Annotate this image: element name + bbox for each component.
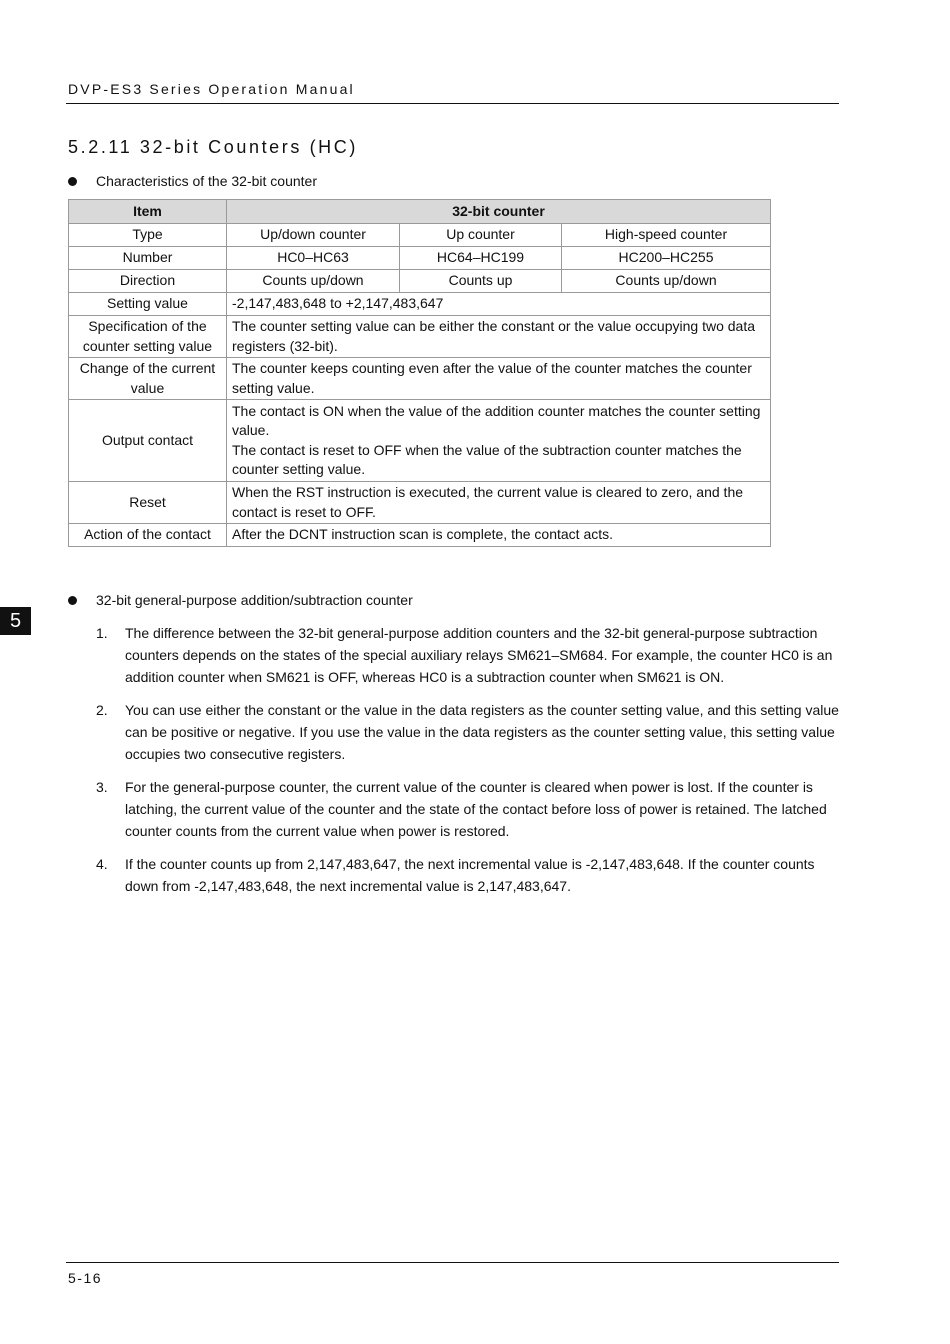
running-header: DVP-ES3 Series Operation Manual: [68, 81, 355, 97]
row-label: Reset: [69, 482, 227, 524]
list-number: 1.: [96, 625, 108, 641]
bullet-dot-icon: [68, 596, 77, 605]
table-cell: Counts up/down: [227, 270, 400, 293]
row-label: Setting value: [69, 293, 227, 316]
output-text-off: The contact is reset to OFF when the value of the subtraction counter matches the counter setting value.: [232, 441, 742, 477]
header-rule: [66, 103, 839, 104]
table-cell: The counter keeps counting even after the value of the counter matches the counter setting value.: [227, 358, 771, 400]
output-text-on: The contact is ON when the value of the addition counter matches the counter setting value.: [232, 402, 761, 438]
row-label: Action of the contact: [69, 524, 227, 547]
table-cell: HC200–HC255: [562, 247, 771, 270]
table-header-row: [69, 200, 771, 224]
bullet-dot-icon: [68, 177, 77, 186]
list-item: [96, 776, 844, 842]
table-cell: -2,147,483,648 to +2,147,483,647: [227, 293, 771, 316]
header-32bit-counter: 32-bit counter: [227, 200, 771, 224]
table-row-type: [69, 224, 771, 247]
table-cell: HC0–HC63: [227, 247, 400, 270]
table-cell: Counts up: [400, 270, 562, 293]
row-label: Type: [69, 224, 227, 247]
list-text: For the general-purpose counter, the current value of the counter is cleared when power is lost. If the counter is latching, the current value of the counter and the state of the contact before loss of power is retained. The latched counter counts from the current value when power is restored.: [125, 779, 827, 839]
table-row-specification: [69, 316, 771, 358]
counter-spec-table: [68, 199, 771, 547]
list-text: The difference between the 32-bit general-purpose addition counters and the 32-bit general-purpose subtraction counters depends on the states of the special auxiliary relays SM621–SM684. For example, the counter HC0 is an addition counter when SM621 is OFF, whereas HC0 is a subtraction counter when SM621 is ON.: [125, 625, 833, 685]
numbered-list: [96, 622, 844, 908]
table-cell: [227, 400, 771, 482]
page-number: 5-16: [68, 1270, 103, 1286]
table-cell: After the DCNT instruction scan is complete, the contact acts.: [227, 524, 771, 547]
footer-rule: [66, 1262, 839, 1263]
table-cell: HC64–HC199: [400, 247, 562, 270]
list-item: [96, 622, 844, 688]
table-row-reset: [69, 482, 771, 524]
row-label: Change of the current value: [69, 358, 227, 400]
row-label: Specification of the counter setting value: [69, 316, 227, 358]
header-item: Item: [69, 200, 227, 224]
table-cell: Up/down counter: [227, 224, 400, 247]
row-label: Number: [69, 247, 227, 270]
table-cell: Counts up/down: [562, 270, 771, 293]
list-text: If the counter counts up from 2,147,483,647, the next incremental value is -2,147,483,648. If the counter counts down from -2,147,483,648, the next incremental value is 2,147,483,647.: [125, 856, 815, 894]
row-label: Direction: [69, 270, 227, 293]
list-number: 4.: [96, 856, 108, 872]
table-cell: High-speed counter: [562, 224, 771, 247]
list-text: You can use either the constant or the value in the data registers as the counter setting value, and this setting value can be positive or negative. If you use the value in the data registers as the counter setting value, this setting value occupies two consecutive registers.: [125, 702, 839, 762]
table-row-number: [69, 247, 771, 270]
list-item: [96, 699, 844, 765]
table-cell: When the RST instruction is executed, the current value is cleared to zero, and the contact is reset to OFF.: [227, 482, 771, 524]
row-label: Output contact: [69, 400, 227, 482]
list-number: 3.: [96, 779, 108, 795]
table-row-direction: [69, 270, 771, 293]
table-row-change-current-value: [69, 358, 771, 400]
table-row-setting-value: [69, 293, 771, 316]
table-cell: The counter setting value can be either the constant or the value occupying two data registers (32-bit).: [227, 316, 771, 358]
table-cell: Up counter: [400, 224, 562, 247]
chapter-tab: 5: [0, 607, 31, 635]
bullet-text: Characteristics of the 32-bit counter: [96, 173, 317, 189]
list-item: [96, 853, 844, 897]
table-row-action: [69, 524, 771, 547]
table-row-output-contact: [69, 400, 771, 482]
list-number: 2.: [96, 702, 108, 718]
section-title: 5.2.11 32-bit Counters (HC): [68, 137, 358, 157]
bullet-text: 32-bit general-purpose addition/subtraction counter: [96, 592, 413, 608]
